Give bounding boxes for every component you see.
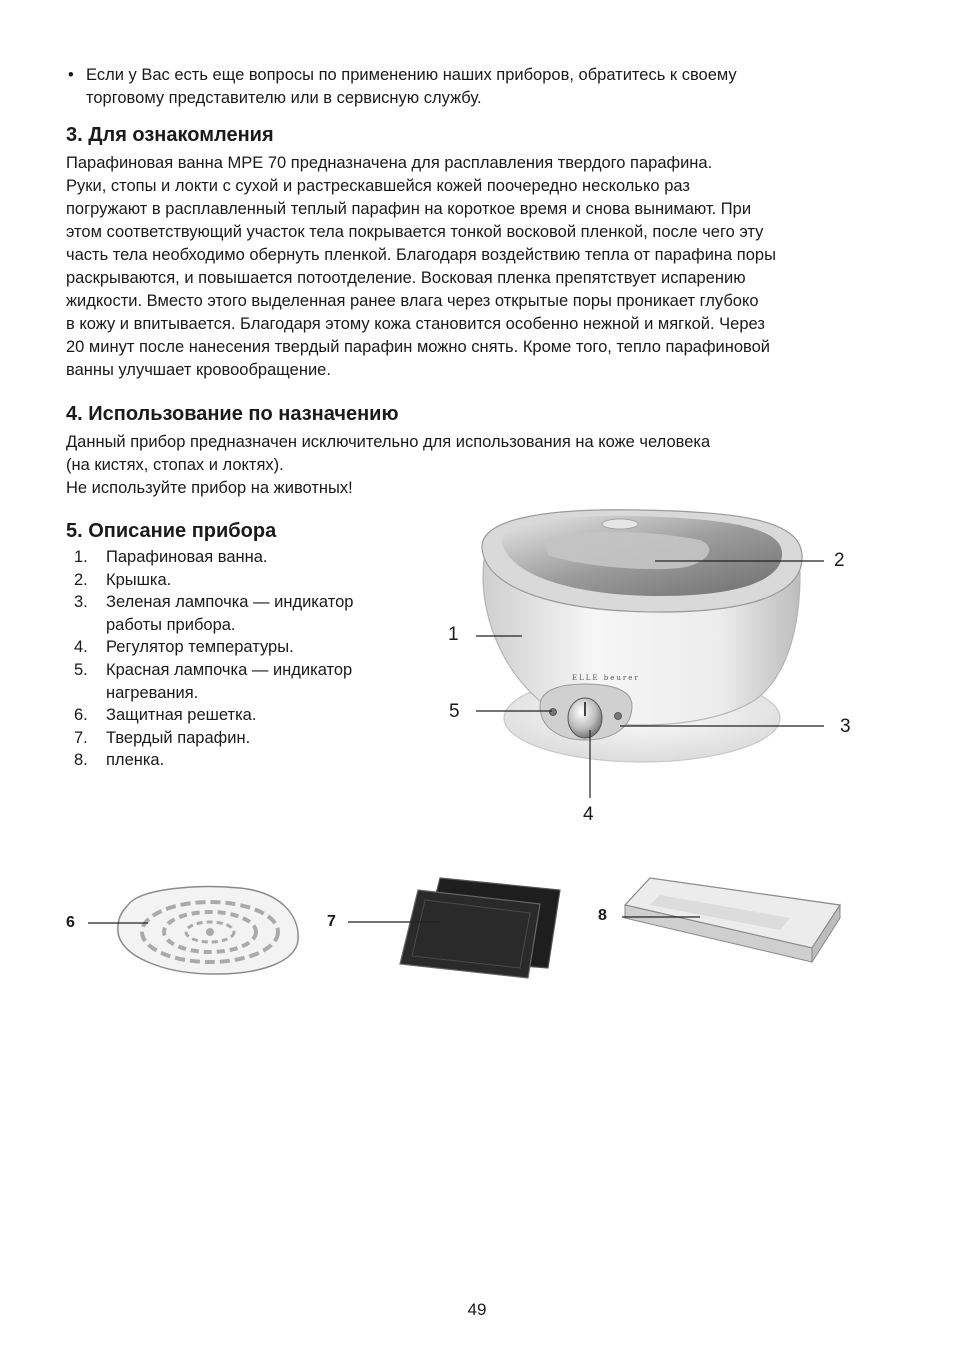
film-pack-image	[625, 878, 840, 962]
protective-grid-image	[118, 887, 298, 974]
section3-line: Парафиновая ванна MPE 70 предназначена для расплавления твердого парафина.	[66, 154, 713, 172]
paraffin-blocks-image	[400, 878, 560, 978]
list-item: 4. Регулятор температуры.	[74, 638, 294, 657]
section3-line: этом соответствующий участок тела покрывается тонкой восковой пленкой, после чего эту	[66, 223, 764, 241]
section3-line: в кожу и впитывается. Благодаря этому кожа становится особенно нежной и мягкой. Через	[66, 315, 765, 333]
callout-label-8: 8	[598, 907, 607, 924]
intro-line: торговому представителю или в сервисную службу.	[86, 89, 482, 107]
list-item: 6. Защитная решетка.	[74, 706, 257, 725]
section4-line: Данный прибор предназначен исключительно для использования на коже человека	[66, 433, 711, 451]
lid-handle	[602, 519, 638, 529]
list-item: 1. Парафиновая ванна.	[74, 548, 268, 566]
list-item: 8. пленка.	[74, 751, 165, 770]
list-item: 5. Красная лампочка — индикатор нагревания.	[74, 660, 353, 702]
section3-line: Руки, стопы и локти с сухой и растрескавшейся кожей поочередно несколько раз	[66, 177, 690, 195]
bullet-symbol: •	[68, 66, 74, 84]
section4-line: (на кистях, стопах и локтях).	[66, 456, 284, 474]
section3-line: часть тела необходимо обернуть пленкой. Благодаря воздействию тепла от парафина поры	[66, 246, 776, 264]
callout-label-6: 6	[66, 914, 75, 931]
section5-heading: 5. Описание прибора	[66, 520, 277, 542]
list-item: 7. Твердый парафин.	[74, 728, 251, 747]
list-item: 2. Крышка.	[74, 570, 172, 589]
callout-label-3: 3	[840, 716, 851, 737]
callout-label-2: 2	[834, 550, 845, 571]
section3-line: ванны улучшает кровообращение.	[66, 361, 331, 379]
section3-line: 20 минут после нанесения твердый парафин можно снять. Кроме того, тепло парафиновой	[66, 338, 771, 356]
section4-heading: 4. Использование по назначению	[66, 403, 399, 425]
green-indicator-lamp	[615, 713, 622, 720]
callout-label-4: 4	[583, 804, 594, 825]
section3-heading: 3. Для ознакомления	[66, 124, 274, 146]
page-number: 49	[467, 1300, 487, 1319]
section3-line: раскрываются, и повышается потоотделение. Восковая пленка препятствует испарению	[66, 269, 746, 287]
brand-logo: ELLE beurer	[572, 674, 640, 682]
section4-line: Не используйте прибор на животных!	[66, 479, 353, 497]
list-item: 3. Зеленая лампочка — индикатор работы прибора.	[74, 593, 354, 634]
section3-line: жидкости. Вместо этого выделенная ранее влага через открытые поры проникает глубоко	[66, 292, 759, 310]
section3-line: погружают в расплавленный теплый парафин на короткое время и снова вынимают. При	[66, 200, 752, 218]
callout-label-1: 1	[448, 624, 459, 645]
callout-label-7: 7	[327, 913, 336, 930]
intro-line: Если у Вас есть еще вопросы по применению наших приборов, обратитесь к своему	[86, 66, 737, 84]
red-indicator-lamp	[550, 709, 557, 716]
callout-label-5: 5	[449, 701, 460, 722]
